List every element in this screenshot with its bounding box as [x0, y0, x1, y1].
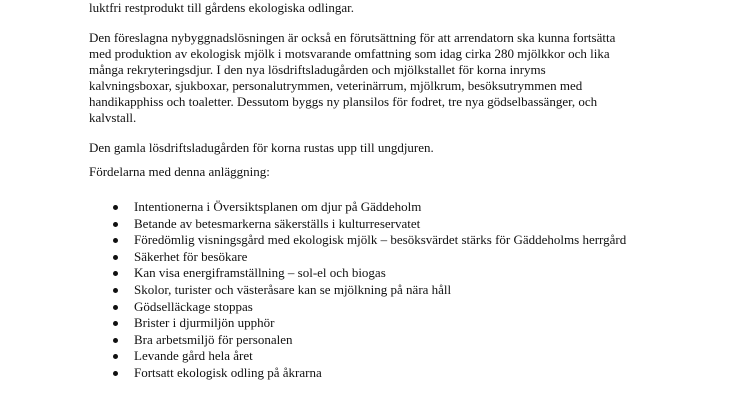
bullet-icon	[113, 271, 118, 276]
list-item-text: Bra arbetsmiljö för personalen	[134, 331, 293, 347]
paragraph-line: Fördelarna med denna anläggning:	[89, 164, 270, 179]
list-item	[89, 199, 626, 216]
paragraph-benefits-intro	[89, 164, 689, 180]
list-item-text: Fortsatt ekologisk odling på åkrarna	[134, 364, 322, 380]
list-item	[89, 365, 626, 382]
list-item-text: Säkerhet för besökare	[134, 248, 248, 264]
list-item	[89, 332, 626, 349]
list-item	[89, 249, 626, 266]
list-item-text: Levande gård hela året	[134, 348, 253, 364]
list-item-text: Kan visa energiframställning – sol-el och biogas	[134, 265, 386, 281]
list-item	[89, 265, 626, 282]
paragraph-production	[89, 30, 689, 126]
list-item-text: Brister i djurmiljön upphör	[134, 315, 275, 331]
list-item-text: Gödselläckage stoppas	[134, 298, 253, 314]
list-item-text: Betande av betesmarkerna säkerställs i kulturreservatet	[134, 215, 421, 231]
bullet-icon	[113, 371, 118, 376]
paragraph-line: Den gamla lösdriftsladugården för korna rustas upp till ungdjuren.	[89, 140, 434, 155]
list-item	[89, 216, 626, 233]
paragraph-old-barn	[89, 140, 689, 156]
cut-off-text-line	[89, 0, 354, 16]
paragraph-line: många rekryteringsdjur. I den nya lösdriftsladugården och mjölkstallet för korna inryms	[89, 62, 546, 77]
paragraph-line: Den föreslagna nybyggnadslösningen är också en förutsättning för att arrendatorn ska kunna fortsätta	[89, 30, 616, 45]
benefits-list	[89, 199, 626, 382]
bullet-icon	[113, 338, 118, 343]
bullet-icon	[113, 205, 118, 210]
list-item-text: Skolor, turister och västeråsare kan se mjölkning på nära håll	[134, 281, 452, 297]
paragraph-line: med produktion av ekologisk mjölk i motsvarande omfattning som idag cirka 280 mjölkkor och lika	[89, 46, 610, 61]
paragraph-line: kalvstall.	[89, 110, 137, 125]
paragraph-line: kalvningsboxar, sjukboxar, personalutrymmen, veterinärrum, mjölkrum, besöksutrymmen med	[89, 78, 583, 93]
bullet-icon	[113, 255, 118, 260]
list-item-text: Intentionerna i Översiktsplanen om djur på Gäddeholm	[134, 199, 422, 214]
paragraph-line: handikapphiss och toaletter. Dessutom byggs ny plansilos för fodret, tre nya gödselbassänger, och	[89, 94, 598, 109]
bullet-icon	[113, 305, 118, 310]
bullet-icon	[113, 222, 118, 227]
bullet-icon	[113, 354, 118, 359]
intro-tail-line: luktfri restprodukt till gårdens ekologiska odlingar.	[89, 0, 355, 15]
bullet-icon	[113, 238, 118, 243]
list-item	[89, 315, 626, 332]
bullet-icon	[113, 288, 118, 293]
list-item	[89, 282, 626, 299]
list-item	[89, 348, 626, 365]
list-item	[89, 232, 626, 249]
bullet-icon	[113, 321, 118, 326]
list-item	[89, 299, 626, 316]
list-item-text: Föredömlig visningsgård med ekologisk mjölk – besöksvärdet stärks för Gäddeholms herrgård	[134, 232, 627, 248]
